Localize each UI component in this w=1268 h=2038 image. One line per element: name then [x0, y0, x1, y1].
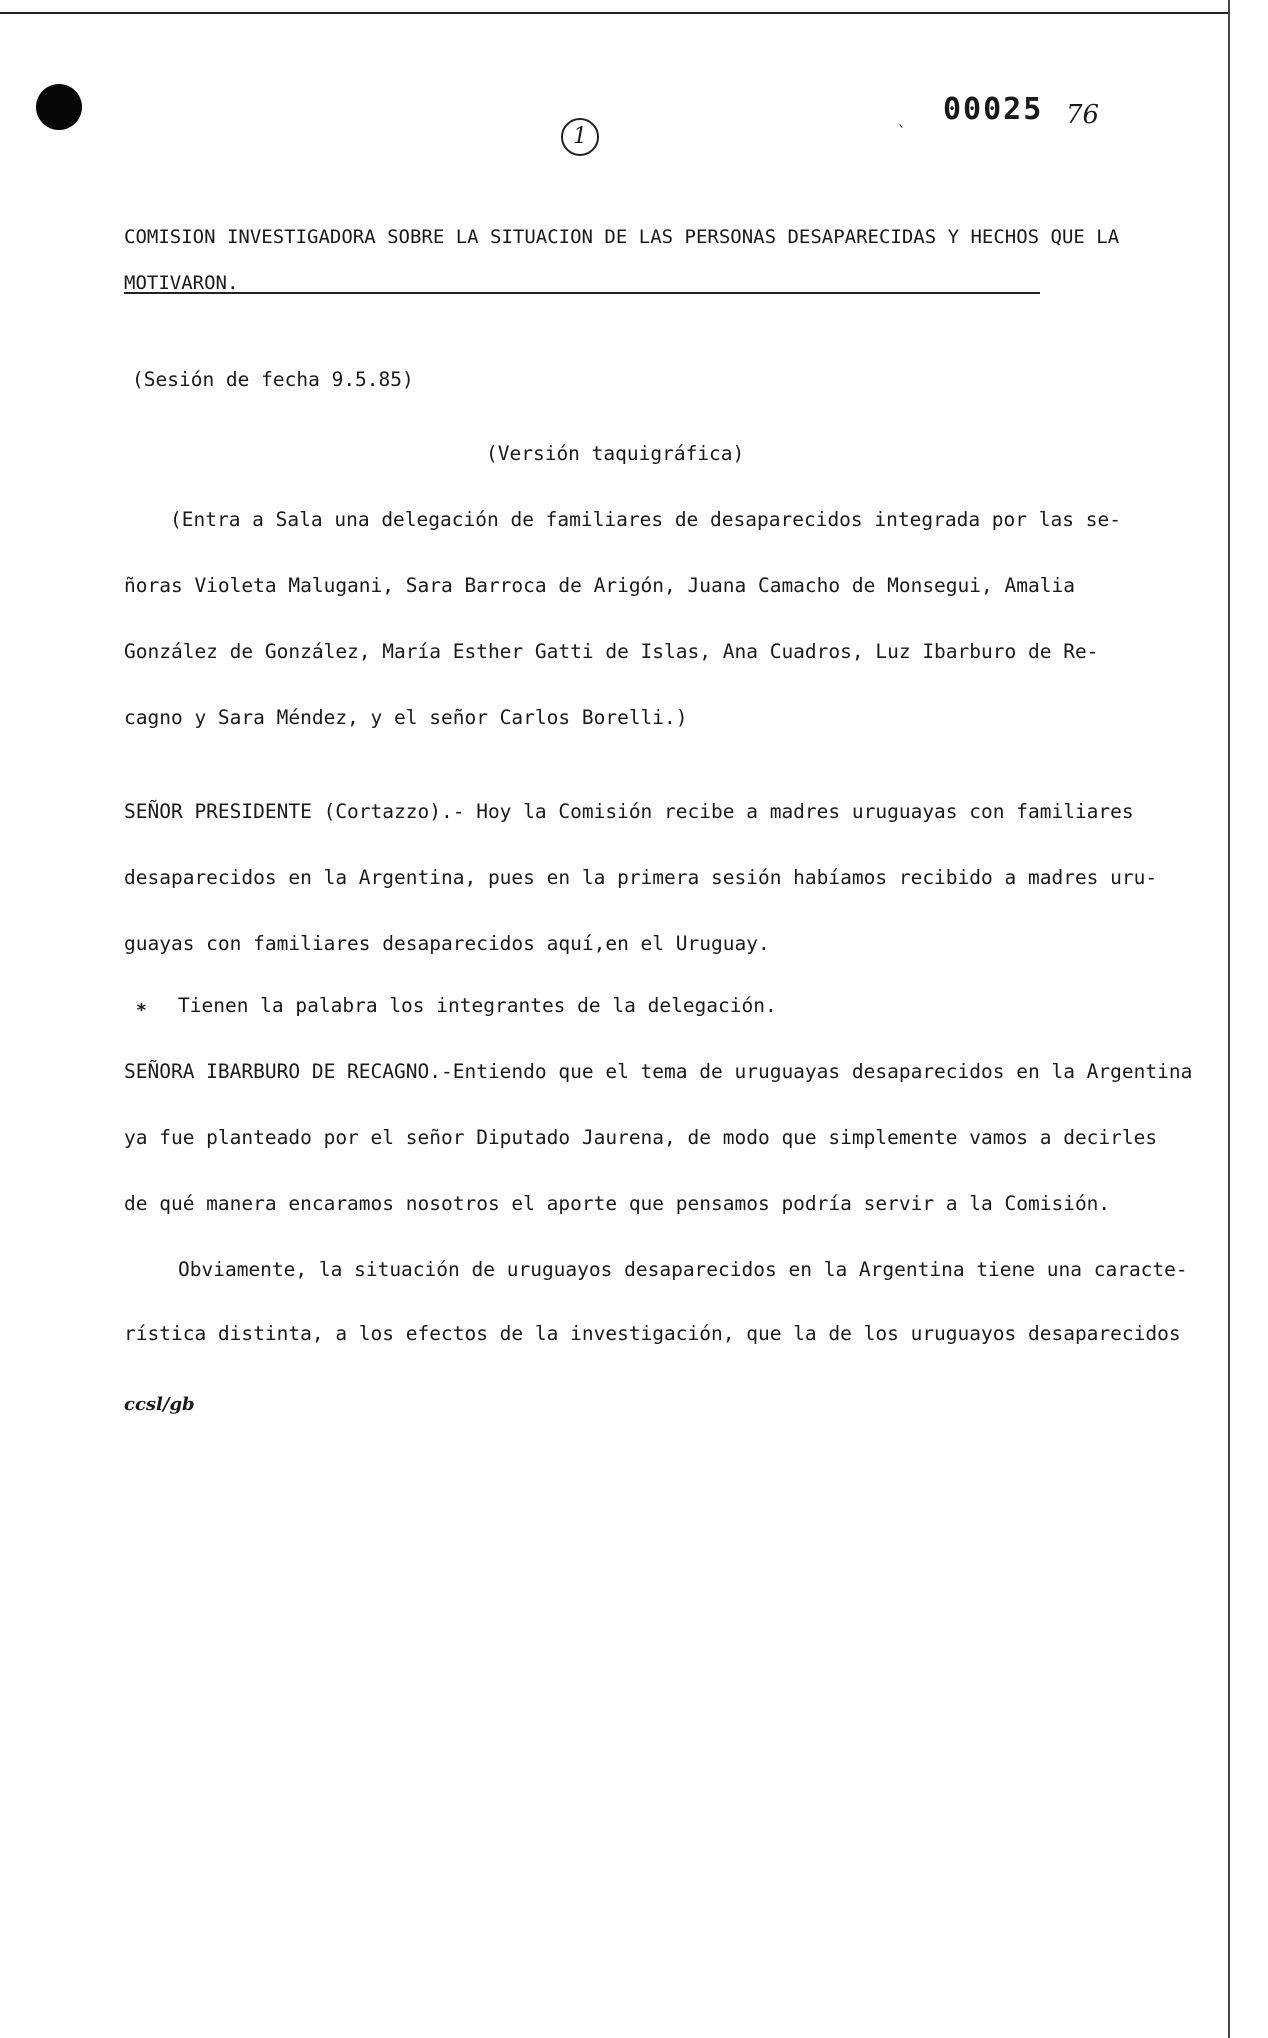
- circled-page-mark: 1: [561, 118, 599, 156]
- session-date-line: (Sesión de fecha 9.5.85): [132, 368, 414, 391]
- body-line: desaparecidos en la Argentina, pues en la primera sesión habíamos recibido a madres uru-: [124, 866, 1158, 889]
- handwritten-folio-number: 76: [1066, 100, 1100, 130]
- header-underline: [124, 292, 1040, 294]
- body-line: rística distinta, a los efectos de la investigación, que la de los uruguayos desaparecidos: [124, 1322, 1181, 1345]
- body-line: Tienen la palabra los integrantes de la delegación.: [178, 994, 777, 1017]
- right-border-line: [1228, 0, 1230, 2038]
- body-line: Obviamente, la situación de uruguayos desaparecidos en la Argentina tiene una caracte-: [178, 1258, 1188, 1281]
- body-line: SEÑOR PRESIDENTE (Cortazzo).- Hoy la Comisión recibe a madres uruguayas con familiares: [124, 800, 1134, 823]
- document-header: COMISION INVESTIGADORA SOBRE LA SITUACION DE LAS PERSONAS DESAPARECIDAS Y HECHOS QUE LA MOTIVARON.: [124, 226, 1120, 294]
- body-line: SEÑORA IBARBURO DE RECAGNO.-Entiendo que el tema de uruguayas desaparecidos en la Argentina: [124, 1060, 1193, 1083]
- body-line: González de González, María Esther Gatti de Islas, Ana Cuadros, Luz Ibarburo de Re-: [124, 640, 1099, 663]
- body-line: ñoras Violeta Malugani, Sara Barroca de Arigón, Juana Camacho de Monsegui, Amalia: [124, 574, 1075, 597]
- version-line: (Versión taquigráfica): [486, 442, 745, 465]
- tick-mark: ˎ: [896, 108, 906, 127]
- body-line: de qué manera encaramos nosotros el aporte que pensamos podría servir a la Comisión.: [124, 1192, 1111, 1215]
- body-line: ya fue planteado por el señor Diputado Jaurena, de modo que simplemente vamos a decirles: [124, 1126, 1158, 1149]
- body-line: (Entra a Sala una delegación de familiares de desaparecidos integrada por las se-: [170, 508, 1121, 531]
- typist-initials: ccsl/gb: [124, 1394, 195, 1415]
- body-line: guayas con familiares desaparecidos aquí,en el Uruguay.: [124, 932, 770, 955]
- asterisk-mark: *: [136, 1000, 147, 1021]
- punch-hole-mark: [36, 84, 82, 130]
- body-line: cagno y Sara Méndez, y el señor Carlos Borelli.): [124, 706, 688, 729]
- page-number: 00025: [943, 92, 1044, 127]
- top-border-line: [0, 12, 1228, 14]
